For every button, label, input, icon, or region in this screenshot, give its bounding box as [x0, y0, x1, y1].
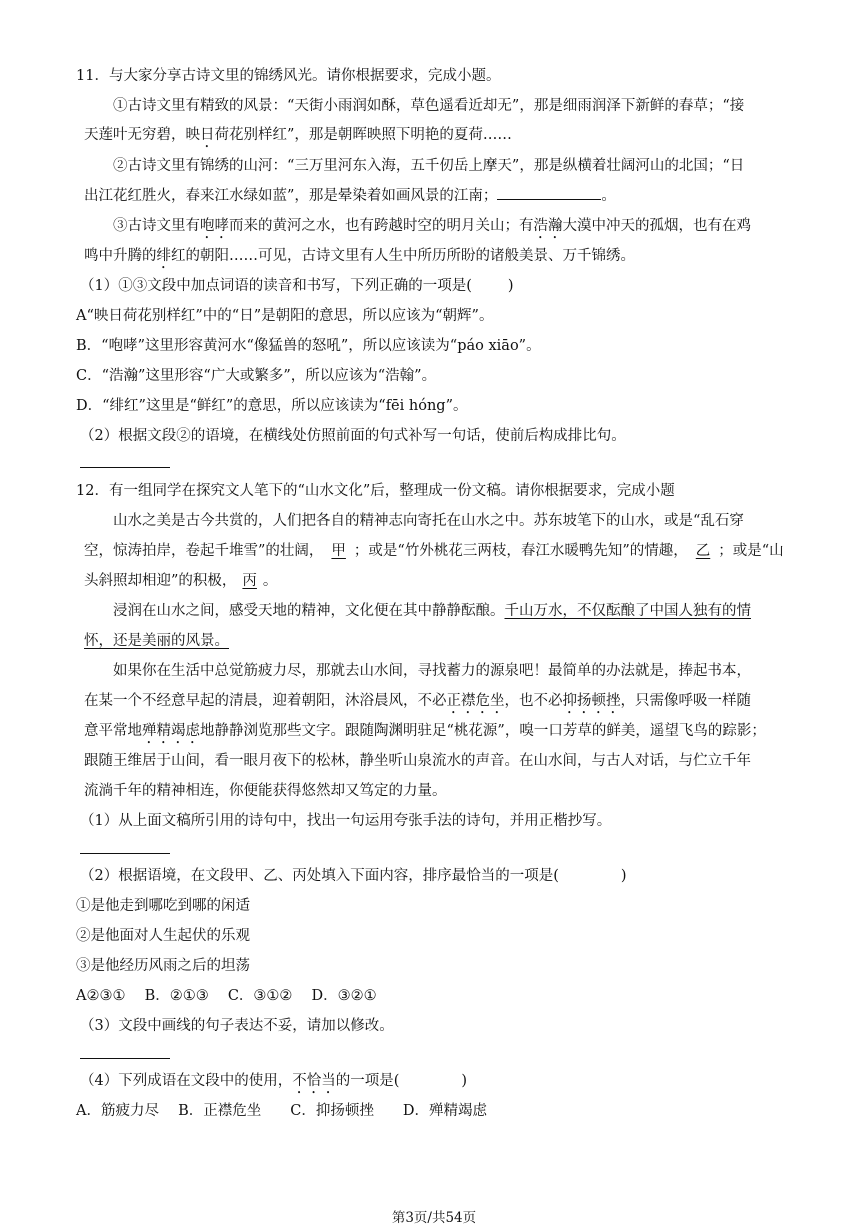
- q12-sub2: （2）根据语境，在文段甲、乙、丙处填入下面内容，排序最恰当的一项是( ): [80, 868, 627, 884]
- q11-option-d: D．“绯红”这里是“鲜红”的意思，所以应该读为“fēi hóng”。: [76, 398, 468, 414]
- dotted-char: 日: [200, 127, 215, 143]
- q12-item-3: ③是他经历风雨之后的坦荡: [76, 958, 250, 974]
- dotted-idiom: 正襟危坐: [446, 693, 505, 709]
- dotted-word: 浩瀚: [533, 218, 563, 234]
- q11-option-b: B．“咆哮”这里形容黄河水“像猛兽的怒吼”，所以应该读为“páo xiāo”。: [76, 338, 541, 354]
- q11-p3-line2: 鸣中升腾的绯红的朝阳……可见，古诗文里有人生中所历所盼的诸般美景、万千锦绣。: [84, 248, 635, 264]
- blank-bing: 丙: [242, 573, 257, 589]
- q11-option-c: C．“浩瀚”这里形容“广大或繁多”，所以应该为“浩翰”。: [76, 368, 437, 384]
- q11-title: 11．与大家分享古诗文里的锦绣风光。请你根据要求，完成小题。: [76, 68, 501, 84]
- q12-sub2-options: A②③① B．②①③ C．③①② D．③②①: [76, 988, 377, 1004]
- q12-p3-line2: 在某一个不经意早起的清晨，迎着朝阳，沐浴晨风，不必正襟危坐，也不必抑扬顿挫，只需像呼吸一样随: [84, 693, 751, 709]
- q12-p3-line4: 跟随王维居于山间，看一眼月夜下的松林，静坐听山泉流水的声音。在山水间，与古人对话，与伫立千年: [84, 753, 751, 769]
- answer-line: [80, 467, 170, 468]
- q12-p2-line2: [84, 630, 229, 652]
- q11-sub2: （2）根据文段②的语境，在横线处仿照前面的句式补写一句话，使前后构成排比句。: [80, 428, 626, 444]
- q12-sub3: （3）文段中画线的句子表达不妥，请加以修改。: [80, 1018, 394, 1034]
- q12-p1-line3: 头斜照却相迎”的积极， 丙 。: [84, 573, 278, 589]
- q11-option-a: A“映日荷花别样红”中的“日”是朝阳的意思，所以应该为“朝辉”。: [76, 308, 494, 324]
- answer-line: [80, 853, 170, 854]
- dotted-idiom: 殚精竭虑: [142, 723, 200, 739]
- answer-line: [80, 1058, 170, 1059]
- blank-jia: 甲: [331, 543, 346, 559]
- q11-p2-line1: ②古诗文里有锦绣的山河：“三万里河东入海，五千仞岳上摩天”，那是纵横着壮阔河山的北国；“日: [113, 158, 745, 174]
- q11-sub1: （1）①③文段中加点词语的读音和书写，下列正确的一项是( ): [80, 278, 514, 294]
- q12-p3-line3: 意平常地殚精竭虑地静静浏览那些文字。跟随陶渊明驻足“桃花源”，嗅一口芳草的鲜美，遥望飞鸟的踪影；: [84, 723, 766, 739]
- page-number: 第3页/共54页: [391, 1210, 477, 1226]
- q11-p1-line2: 天莲叶无穷碧，映日荷花别样红”，那是朝晖映照下明艳的夏荷……: [84, 127, 512, 143]
- dotted-idiom: 抑扬顿挫: [562, 693, 621, 709]
- fill-blank-line: [497, 199, 601, 200]
- q11-p1-line1: ①古诗文里有精致的风景：“天街小雨润如酥，草色遥看近却无”，那是细雨润泽下新鲜的春草；“接: [113, 98, 745, 114]
- dotted-word: 咆哮: [200, 218, 229, 234]
- q12-title: 12．有一组同学在探究文人笔下的“山水文化”后，整理成一份文稿。请你根据要求，完成小题: [76, 483, 675, 499]
- q12-p1-line1: 山水之美是古今共赏的，人们把各自的精神志向寄托在山水之中。苏东坡笔下的山水，或是“乱石穿: [113, 513, 744, 529]
- q11-p2-line2: 出江花红胜火，春来江水绿如蓝”，那是晕染着如画风景的江南； 。: [84, 188, 616, 204]
- q12-item-2: ②是他面对人生起伏的乐观: [76, 928, 250, 944]
- dotted-char: 绯: [156, 248, 171, 264]
- q12-p2-line1: 浸润在山水之间，感受天地的精神，文化便在其中静静酝酿。千山万水，不仅酝酿了中国人独有的情: [113, 603, 751, 619]
- q11-p3-line1: ③古诗文里有咆哮而来的黄河之水，也有跨越时空的明月关山；有浩瀚大漠中冲天的孤烟，也有在鸡: [113, 218, 751, 234]
- q12-item-1: ①是他走到哪吃到哪的闲适: [76, 898, 250, 914]
- blank-yi: 乙: [695, 543, 711, 559]
- dotted-word: 不恰当: [292, 1073, 336, 1089]
- q12-sub1: （1）从上面文稿所引用的诗句中，找出一句运用夸张手法的诗句，并用正楷抄写。: [80, 813, 612, 829]
- underlined-sentence: 千山万水，不仅酝酿了中国人独有的情: [504, 603, 751, 619]
- q12-p3-line5: 流淌千年的精神相连，你便能获得悠然却又笃定的力量。: [84, 783, 447, 799]
- q12-sub4-options: A．筋疲力尽 B．正襟危坐 C．抑扬顿挫 D．殚精竭虑: [76, 1103, 487, 1119]
- q12-p1-line2: 空，惊涛拍岸，卷起千堆雪”的壮阔， 甲 ；或是“竹外桃花三两枝，春江水暖鸭先知”的情趣， 乙 ；或是“山: [84, 543, 784, 559]
- q12-sub4: （4）下列成语在文段中的使用，不恰当的一项是( ): [80, 1073, 468, 1089]
- underlined-sentence: 怀，还是美丽的风景。: [84, 633, 229, 649]
- q12-p3-line1: 如果你在生活中总觉筋疲力尽，那就去山水间，寻找蓄力的源泉吧！最简单的办法就是，捧起书本，: [113, 663, 751, 679]
